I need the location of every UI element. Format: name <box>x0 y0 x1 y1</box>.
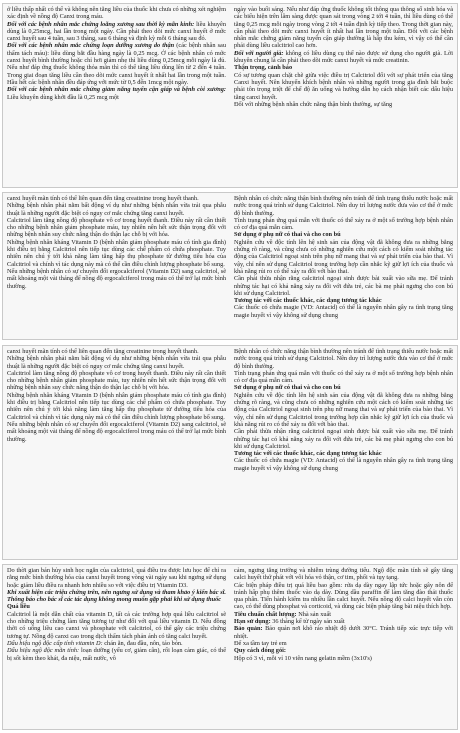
section-4-left-paragraph <box>7 611 226 640</box>
section-3-left-paragraph <box>7 421 226 443</box>
text-run: 36 tháng kể từ ngày sản xuất <box>272 618 345 626</box>
leaflet-section-2 <box>2 192 458 340</box>
section-2-right-paragraph <box>234 239 453 275</box>
section-3-left-paragraph <box>7 355 226 370</box>
packaging-line <box>234 655 453 662</box>
section-2-left-paragraph <box>7 239 226 268</box>
text-run: canxi huyết mãn tính có thể liên quan đến tăng creatinine trong huyết thanh. <box>7 195 199 202</box>
text-run: Tiêu chuẩn chất lượng: <box>234 610 299 618</box>
text-run: Tình trạng phản ứng quá mẫn với thuốc có thể xảy ra ở một số trường hợp bệnh nhân có cơ địa quá mẫn cảm. <box>234 369 453 385</box>
text-run: Bảo quản nơi khô ráo nhiệt độ dưới 30°C. Tránh tiếp xúc trực tiếp với nhiệt. <box>234 625 453 640</box>
section-4-left-heading <box>7 603 226 610</box>
text-run: cảm, ngưng tăng trưởng và nhiễm trùng đường tiểu. Ngộ độc mãn tính sẽ gây tăng calci huyết thứ phát với vôi hóa vỏ thận, cơ tim, phổi và tụy tạng. <box>234 567 453 582</box>
text-run: chán ăn, đau đầu, nôn, táo bón. <box>104 639 183 647</box>
section-1-right-paragraph <box>234 72 453 101</box>
leaflet-section-1 <box>2 3 458 188</box>
section-3-right-column <box>230 346 457 559</box>
section-2-right-paragraph <box>234 195 453 217</box>
section-3-right-paragraph <box>234 392 453 428</box>
text-run: Có sự tương quan chặt chẽ giữa việc điều trị Calcitriol đối với sự phát triển của tăng Canxi huyết. Nên khuyến khích bệnh nhân và những người trong gia đình bắt buộc phải tôn trọng triệt để chế độ ăn uống và hướng dẫn họ cách nhận biết các dấu hiệu tăng canxi huyết. <box>234 71 453 101</box>
text-run: Thận trọng, cảnh báo <box>234 64 293 72</box>
text-run: Các thuốc có chứa magie (VD: Antacid) có thể là nguyên nhân gây ra tình trạng tăng magie huyết vì vậy không sử dụng chung <box>234 457 453 472</box>
section-4-left-warning <box>7 589 226 604</box>
section-4-left-paragraph <box>7 647 226 662</box>
text-run: Đối với các bệnh nhân mắc chứng loãng xương sau thời kỳ mãn kinh: <box>7 20 197 28</box>
section-3-left-column <box>3 346 230 559</box>
section-1-left-paragraph <box>7 21 226 43</box>
text-run: Cần phải thừa nhận rằng calcitriol ngoại sinh được bài xuất vào sữa mẹ. Để tránh những tác hại có khả năng xảy ra đối với đứa trẻ, các bà mẹ phải ngưng cho con bú khi sử dụng Calcitriol. <box>234 428 453 450</box>
text-run: ở liều thấp nhất có thể và không nên tăng liều của thuốc khi chưa có những xét nghiệm xác định về nồng độ Canxi trong máu. <box>7 6 226 21</box>
section-2-right-paragraph <box>234 275 453 297</box>
text-run: Bệnh nhân có chức năng thận bình thường nên tránh để tình trạng thiếu nước hoặc mất nước trong quá trình sử dụng Calcitriol. Nên duy trì lượng nước đưa vào cơ thể ở mức độ bình thường. <box>234 195 453 217</box>
section-4-right-paragraph <box>234 582 453 611</box>
storage-line <box>234 625 453 640</box>
text-run: Nếu những bệnh nhân có sự chuyển đổi ergocalciferol (Vitamin D2) sang calcitriol, sẽ mất khoảng một vài tháng để nồng độ ergocalciferol trong máu có thể trở lại mức bình thường. <box>7 267 226 290</box>
section-4-right-paragraph <box>234 567 453 582</box>
section-1-left-paragraph <box>7 86 226 101</box>
section-3-right-heading <box>234 384 453 391</box>
section-1-left-column <box>3 4 230 187</box>
leaflet-section-4 <box>2 564 458 730</box>
section-3-right-paragraph <box>234 370 453 385</box>
section-4-right-column <box>230 565 457 729</box>
section-4-left-column <box>3 565 230 729</box>
section-3-right-paragraph <box>234 428 453 450</box>
text-run: Do thời gian bán hủy sinh học ngắn của calcitriol, quá điều tra được lưu học để chỉ ra rằng mức bình thường hóa của canxi huyết trong vòng vài ngày sau khi ngưng sử dụng hoặc giảm liều điều ra nhanh hơn nhiều so với việc điều trị Vitamin D3. <box>7 567 226 589</box>
section-3-left-paragraph <box>7 348 226 355</box>
section-1-right-paragraph <box>234 101 453 108</box>
section-2-right-paragraph <box>234 304 453 319</box>
text-run: Nếu những bệnh nhân có sự chuyển đổi ergocalciferol (Vitamin D2) sang calcitriol, sẽ mất khoảng một vài tháng để nồng độ ergocalciferol trong máu có thể trở lại mức bình thường. <box>7 420 226 443</box>
quality-standard-line <box>234 611 453 618</box>
text-run: không có liều dùng cụ thể nào được sử dụng cho người già. Lời khuyên chung là cần phải theo dõi mức canxi huyết và mức creatinin. <box>234 49 453 65</box>
text-run: Những bệnh nhân phải nằm bất động ví dụ như những bệnh nhân vừa trải qua phẫu thuật là những người đặc biệt có nguy cơ mắc chứng tăng canxi huyết. <box>7 355 226 370</box>
text-run: Đối với người già: <box>234 49 286 57</box>
text-run: Calcitriol làm tăng nồng độ phosphate vô cơ trong huyết thanh. Điều này rất cần thiết cho những bệnh nhân giảm phosphate máu, tuy nhiên nên hết sức thận trọng đối với những bệnh nhân suy chức năng thận do thận lạc chỗ bị với hóa. <box>7 369 226 392</box>
section-1-right-column <box>230 4 457 187</box>
text-run: (các bệnh nhân sau thẩm tách máu): liều dùng bắt đầu hàng ngày là 0,25 mcg. Ở các bệnh nhân có mức canxi huyết bình thường hoặc chỉ hơi giảm nhẹ thì liều dùng 0,25mcg mỗi ngày là đủ. Nếu như đáp ứng thuốc không thỏa mãn thì có thể tăng liều dùng lên từ 2 đến 4 tuần. Trong giai đoạn tăng liều cần theo dõi mức canxi huyết ít nhất hai lần trong một tuần. Hầu hết các bệnh nhân đều đáp ứng với mức từ 0,5 đến 1mcg một ngày. <box>7 42 226 86</box>
text-run: Tương tác với các thuốc khác, các dạng tương tác khác <box>234 297 382 305</box>
text-run: Calcitriol là một dẫn chất của vitamin D, tất cả các trường hợp quá liều calcitriol sẽ cho những triệu chứng làm tăng tương tự như đối với quá liều vitamin D. Nếu đồng thời có uống liều cao canxi và phosphate với calcitriol, có thể gây các triệu chứng tương tự. Nồng độ canxi cao trong dịch thẩm tách phản ánh có tăng calci huyết. <box>7 610 226 640</box>
child-warning-line <box>234 640 453 647</box>
text-run: Cần phải thừa nhận rằng calcitriol ngoại sinh được bài xuất vào sữa mẹ. Để tránh những tác hại có khả năng xảy ra đối với đứa trẻ, các bà mẹ phải ngưng cho con bú khi sử dụng Calcitriol. <box>234 275 453 297</box>
text-run: Các biện pháp điều trị quá liều bao gồm: rửa dạ dày ngay lập tức hoặc gây nôn để tránh hấp phụ thêm thuốc vào dạ dày. Dùng dầu paraffin để làm tăng đào thải thuốc qua phân. Tiến hành kiểm tra nhiều lần calci huyết. Nếu nồng độ calci huyết vẫn còn cao, có thể dùng phosphat và corticoid, và dùng các biện pháp tăng bài niệu thích hợp. <box>234 581 453 611</box>
text-run: Nghiên cứu về độc tính lên hệ sinh sản của động vật đã không đưa ra những bằng chứng rõ ràng, và cũng chưa có những nghiên cứu một cách có kiểm soát những tác động của Calcitriol ngoại sinh trên phụ nữ mang thai và sự phát triển của bào thai. Vì vậy, chỉ nên sử dụng Calcitriol trong trường hợp cần nhắc kỹ giữ lợi ích của thuốc và khả năng rủi ro có thể xảy ra đối với bào thai. <box>234 238 453 275</box>
text-run: Dấu hiệu ngộ độc mãn tính: <box>7 647 81 655</box>
text-run: Để xa tầm tay trẻ em <box>234 639 287 647</box>
text-run: Khi xuất hiện các triệu chứng trên, nên ngưng sử dụng và tham khảo ý kiến bác sĩ. Thông báo cho bác sĩ các tác dụng không mong muốn gặp phải khi sử dụng thuốc <box>7 588 226 604</box>
text-run: loạn dưỡng (yếu cơ, giảm cân), rối loạn cảm giác, có thể bị sốt kèm theo khát, đa niệu, mất nước, vô <box>7 647 226 662</box>
text-run: Calcitriol làm tăng nồng độ phosphate vô cơ trong huyết thanh. Điều này rất cần thiết cho những bệnh nhân giảm phosphate máu, tuy nhiên nên hết sức thận trọng đối với những bệnh nhân suy chức năng thận do thận lạc chỗ bị với hóa. <box>7 216 226 239</box>
section-1-left-paragraph <box>7 6 226 21</box>
section-2-left-paragraph <box>7 268 226 290</box>
section-2-right-column <box>230 193 457 339</box>
section-2-left-paragraph <box>7 195 226 202</box>
text-run: Quá liều <box>7 603 30 611</box>
text-run: Đối với các bệnh nhân mắc chứng giảm năng tuyến cận giáp và bệnh còi xương: <box>7 86 226 94</box>
text-run: Những bệnh nhân kháng Vitamin D (bệnh nhân giảm phosphate máu có tính gia đình) khi điều trị bằng Calcitriol nên tiếp tục dùng các chế phẩm có chứa phosphate. Tuy nhiên nên chú ý tới khả năng làm tăng hấp thụ phosphate từ đường tiêu hóa của Calcitriol và chính vì tác dụng này mà có thể cần điều chỉnh lượng phosphate bổ sung. <box>7 238 226 268</box>
text-run: canxi huyết mãn tính có thể liên quan đến tăng creatinine trong huyết thanh. <box>7 348 199 355</box>
section-3-right-paragraph <box>234 457 453 472</box>
text-run: Nghiên cứu về độc tính lên hệ sinh sản của động vật đã không đưa ra những bằng chứng rõ ràng, và cũng chưa có những nghiên cứu một cách có kiểm soát những tác động của Calcitriol ngoại sinh trên phụ nữ mang thai và sự phát triển của bào thai. Vì vậy, chỉ nên sử dụng Calcitriol trong trường hợp cần nhắc kỹ giữ lợi ích của thuốc và khả năng rủi ro có thể xảy ra đối với bào thai. <box>234 391 453 428</box>
section-2-left-paragraph <box>7 217 226 239</box>
text-run: liều khuyên dùng là 0,25mcg, hai lần trong một ngày. Cần phải theo dõi mức canxi huyết ở mức canxi huyết sau 4 tuần, sau 3 tháng, sau 6 tháng và định kỳ mỗi 6 tháng sau đó. <box>7 20 226 43</box>
section-3-left-paragraph <box>7 370 226 392</box>
section-3-right-heading <box>234 450 453 457</box>
section-1-right-heading <box>234 64 453 71</box>
text-run: Sử dụng ở phụ nữ có thai và cho con bú <box>234 384 341 392</box>
section-1-left-paragraph <box>7 42 226 86</box>
section-2-right-heading <box>234 231 453 238</box>
text-run: Sử dụng ở phụ nữ có thai và cho con bú <box>234 231 341 239</box>
text-run: Nhà sản xuất <box>298 610 332 618</box>
text-run: Quy cách đóng gói: <box>234 647 286 655</box>
text-run: Bệnh nhân có chức năng thận bình thường nên tránh để tình trạng thiếu nước hoặc mất nước trong quá trình sử dụng Calcitriol. Nên duy trì lượng nước đưa vào cơ thể ở mức độ bình thường. <box>234 348 453 370</box>
text-run: Hộp có 3 vỉ, mỗi vỉ 10 viên nang gelatin mềm (3x10's) <box>234 654 372 662</box>
section-2-left-paragraph <box>7 202 226 217</box>
section-3-left-paragraph <box>7 392 226 421</box>
text-run: Tương tác với các thuốc khác, các dạng tương tác khác <box>234 450 382 458</box>
text-run: ngày vào buổi sáng. Nếu như đáp ứng thuốc không tốt thông qua thông số sinh hóa và các biểu hiện trên lâm sàng được quan sát trong vòng 2 tới 4 tuần, thì liều dùng có thể tăng 0,25 mcg mỗi ngày trong vòng 2 tới 4 tuần định kỳ tiếp theo. Trong thời gian này, cần phải theo dõi mức canxi huyết ít nhất hai lần trong một tuần. Đối với các bệnh nhân mắc chứng giảm năng tuyến cận giáp thường là hấp thu kém, vì vậy có thể cần phải dùng liều calcitriol cao hơn. <box>234 6 453 50</box>
leaflet-section-3 <box>2 345 458 560</box>
text-run: Tình trạng phản ứng quá mẫn với thuốc có thể xảy ra ở một số trường hợp bệnh nhân có cơ địa quá mẫn cảm. <box>234 216 453 232</box>
section-2-right-heading <box>234 297 453 304</box>
text-run: Các thuốc có chứa magie (VD: Antacid) có thể là nguyên nhân gây ra tình trạng tăng magie huyết vì vậy không sử dụng chung <box>234 304 453 319</box>
text-run: Những bệnh nhân kháng Vitamin D (bệnh nhân giảm phosphate máu có tính gia đình) khi điều trị bằng Calcitriol nên tiếp tục dùng các chế phẩm có chứa phosphate. Tuy nhiên nên chú ý tới khả năng làm tăng hấp thụ phosphate từ đường tiêu hóa của Calcitriol và chính vì tác dụng này mà có thể cần điều chỉnh lượng phosphate bổ sung. <box>7 391 226 421</box>
section-4-left-paragraph <box>7 567 226 589</box>
section-4-left-paragraph <box>7 640 226 647</box>
section-3-right-paragraph <box>234 348 453 370</box>
text-run: Đối với những bệnh nhân chức năng thận bình thường, sự tăng <box>234 100 393 108</box>
section-2-right-paragraph <box>234 217 453 232</box>
section-1-right-paragraph <box>234 50 453 65</box>
text-run: Hạn sử dụng: <box>234 618 273 626</box>
section-1-right-paragraph <box>234 6 453 50</box>
text-run: Đối với các bệnh nhân mắc chứng loạn dưỡng xương do thận <box>7 42 177 50</box>
expiry-line <box>234 618 453 625</box>
section-2-left-column <box>3 193 230 339</box>
packaging-heading <box>234 647 453 654</box>
text-run: Liều khuyên dùng khởi đầu là 0,25 mcg một <box>7 93 119 101</box>
text-run: Bảo quản: <box>234 625 266 633</box>
text-run: Những bệnh nhân phải nằm bất động ví dụ như những bệnh nhân vừa trải qua phẫu thuật là những người đặc biệt có nguy cơ mắc chứng tăng canxi huyết. <box>7 202 226 217</box>
text-run: Dấu hiệu ngộ độc cấp tính vitamin D: <box>7 639 105 647</box>
